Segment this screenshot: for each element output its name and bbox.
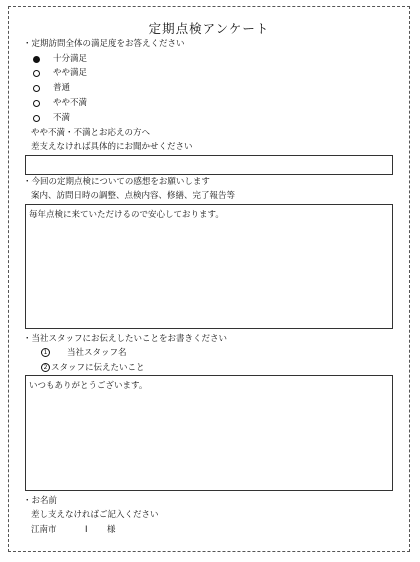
- q3-answer-text: いつもありがとうございます。: [29, 381, 148, 391]
- q2-answer-text: 毎年点検に来ていただけるので安心しております。: [29, 210, 224, 220]
- option-label-5: 不満: [53, 113, 71, 123]
- q1-answer-box[interactable]: [25, 155, 393, 175]
- option-label-1: 十分満足: [53, 54, 88, 64]
- q3-item2-label: スタッフに伝えたいこと: [51, 363, 145, 373]
- q3-answer-box[interactable]: [25, 375, 393, 491]
- q2-answer-box[interactable]: [25, 204, 393, 329]
- q2-subheading: 案内、訪問日時の調整、点検内容、修繕、完了報告等: [31, 191, 236, 201]
- q1-followup-line1: やや不満・不満とお応えの方へ: [31, 128, 151, 138]
- radio-option-3[interactable]: [33, 85, 40, 92]
- circled-number-2: 2: [41, 363, 50, 372]
- radio-option-1[interactable]: [33, 56, 40, 63]
- q4-heading: ・お名前: [23, 496, 58, 506]
- q4-subheading: 差し支えなければご記入ください: [31, 510, 159, 520]
- q1-followup-line2: 差支えなければ具体的にお聞かせください: [31, 142, 193, 152]
- radio-option-2[interactable]: [33, 70, 40, 77]
- q1-heading: ・定期訪問全体の満足度をお答えください: [23, 39, 185, 49]
- q3-heading: ・当社スタッフにお伝えしたいことをお書きください: [23, 334, 228, 344]
- option-label-2: やや満足: [53, 68, 88, 78]
- q3-item1-label: 当社スタッフ名: [67, 348, 127, 358]
- circled-number-1: 1: [41, 348, 50, 357]
- name-honorific: 様: [107, 525, 116, 535]
- name-initial: I: [85, 525, 88, 535]
- radio-option-5[interactable]: [33, 115, 40, 122]
- page-title: 定期点検アンケート: [148, 21, 270, 36]
- name-city: 江南市: [31, 525, 57, 535]
- option-label-3: 普通: [53, 83, 71, 93]
- option-label-4: やや不満: [53, 98, 88, 108]
- q2-heading: ・今回の定期点検についての感想をお願いします: [23, 177, 210, 187]
- survey-sheet: [8, 6, 410, 552]
- radio-option-4[interactable]: [33, 100, 40, 107]
